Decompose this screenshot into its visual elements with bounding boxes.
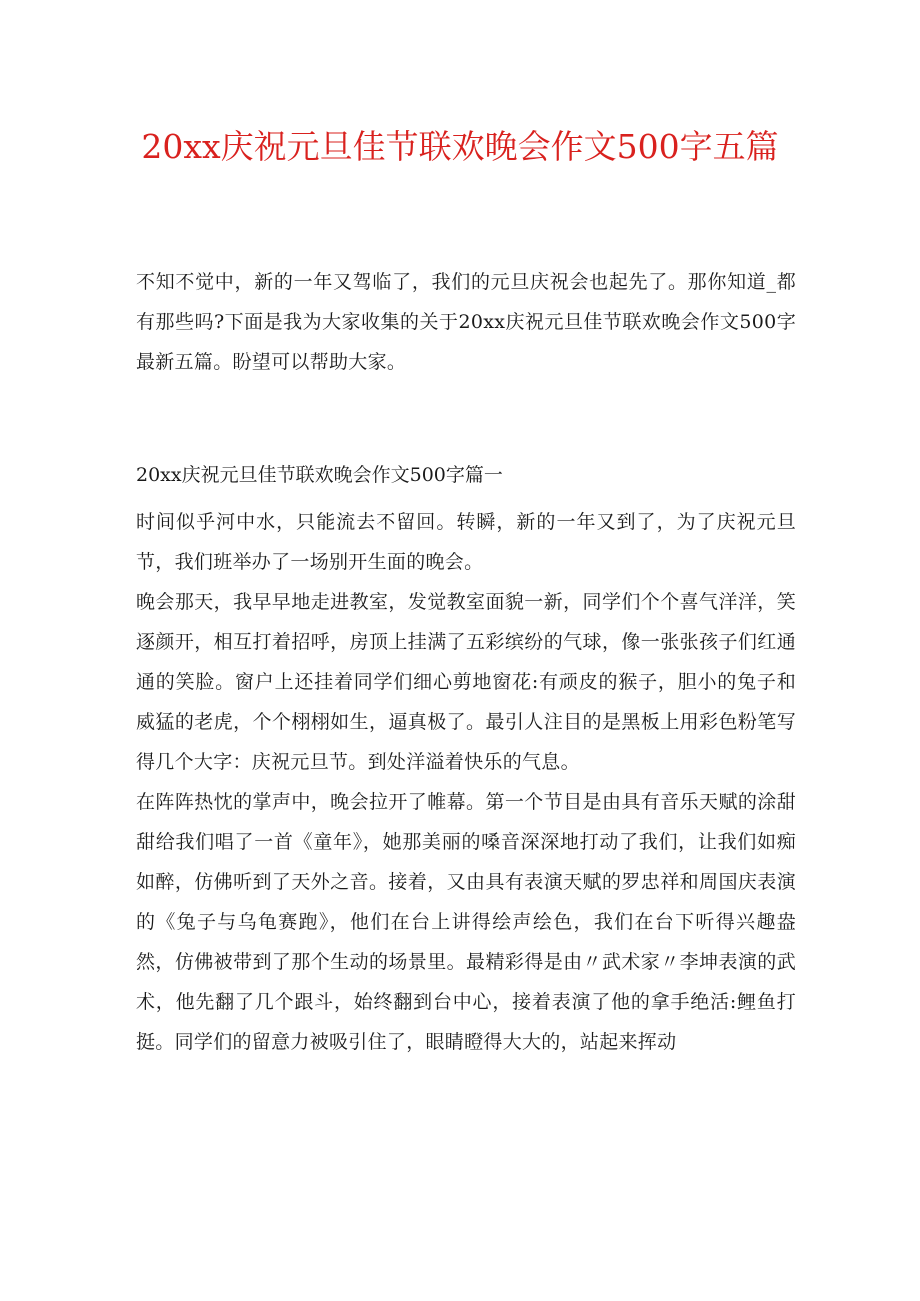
essay-paragraph-3: 在阵阵热忱的掌声中，晚会拉开了帷幕。第一个节目是由具有音乐天赋的涂甜甜给我们唱了一首《童年》，她那美丽的嗓音深深地打动了我们，让我们如痴如醉，仿佛听到了天外之音。接着，又由具有表演天赋的罗忠祥和周国庆表演的《兔子与乌龟赛跑》，他们在台上讲得绘声绘色，我们在台下听得兴趣盎然，仿佛被带到了那个生动的场景里。最精彩得是由〃武术家〃李坤表演的武术，他先翻了几个跟斗，始终翻到台中心，接着表演了他的拿手绝活:鲤鱼打挺。同学们的留意力被吸引住了，眼睛瞪得大大的，站起来挥动 xyxy=(136,791,796,1053)
essay-paragraph-2: 晚会那天，我早早地走进教室，发觉教室面貌一新，同学们个个喜气洋洋，笑逐颜开，相互打着招呼，房顶上挂满了五彩缤纷的气球，像一张张孩子们红通通的笑脸。窗户上还挂着同学们细心剪地窗花:有顽皮的猴子，胆小的兔子和威猛的老虎，个个栩栩如生，逼真极了。最引人注目的是黑板上用彩色粉笔写得几个大字：庆祝元旦节。到处洋溢着快乐的气息。 xyxy=(136,591,796,773)
essay-body xyxy=(136,502,796,1062)
section-heading: 20xx庆祝元旦佳节联欢晚会作文500字篇一 xyxy=(136,464,503,486)
essay-paragraph-1: 时间似乎河中水，只能流去不留回。转瞬，新的一年又到了，为了庆祝元旦节，我们班举办了一场别开生面的晚会。 xyxy=(136,511,796,573)
intro-paragraph: 不知不觉中，新的一年又驾临了，我们的元旦庆祝会也起先了。那你知道_都有那些吗?下面是我为大家收集的关于20xx庆祝元旦佳节联欢晚会作文500字最新五篇。盼望可以帮助大家。 xyxy=(136,271,796,373)
document-title: 20xx庆祝元旦佳节联欢晚会作文500字五篇 xyxy=(141,127,779,166)
